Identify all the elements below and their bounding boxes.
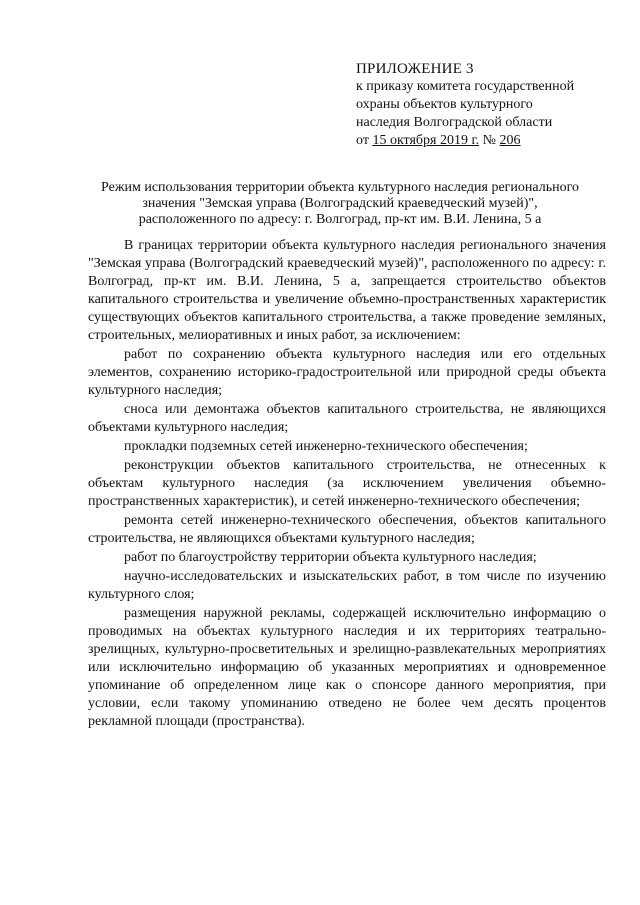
- exception-item: работ по сохранению объекта культурного наследия или его отдельных элементов, сохранению историко-градостроительной или природной среды объекта культурного наследия;: [88, 347, 606, 398]
- order-date: 15 октября 2019 г.: [372, 133, 480, 148]
- date-prefix: от: [356, 133, 369, 148]
- intro-paragraph: В границах территории объекта культурного наследия регионального значения "Земская управа (Волгоградский краеведческий музей)", расположенного по адресу: г. Волгоград, пр-кт им. В.И. Ленина, 5 а, запрещается строительство объектов капитального строительства и увеличение объемно-пространственных характеристик существующих объектов капитального строительства, а также проведение земляных, строительных, мелиоративных и иных работ, за исключением:: [88, 238, 606, 343]
- exception-item: ремонта сетей инженерно-технического обеспечения, объектов капитального строительства, не являющихся объектами культурного наследия;: [88, 513, 606, 546]
- appendix-header: [356, 60, 626, 150]
- title-line: расположенного по адресу: г. Волгоград, пр-кт им. В.И. Ленина, 5 а: [138, 212, 542, 227]
- exception-item: научно-исследовательских и изыскательских работ, в том числе по изучению культурного слоя;: [88, 569, 606, 602]
- title-line: Режим использования территории объекта культурного наследия регионального: [101, 180, 579, 195]
- exception-item: реконструкции объектов капитального строительства, не отнесенных к объектам культурного наследия (за исключением увеличения объемно-пространственных характеристик), и сетей инженерно-технического обеспечения;: [88, 458, 606, 509]
- document-title: [80, 180, 600, 228]
- title-line: значения "Земская управа (Волгоградский краеведческий музей)",: [142, 196, 538, 211]
- appendix-date-line: [356, 132, 626, 150]
- appendix-line: к приказу комитета государственной: [356, 79, 575, 94]
- appendix-line: наследия Волгоградской области: [356, 115, 553, 130]
- exception-item: прокладки подземных сетей инженерно-технического обеспечения;: [124, 439, 528, 454]
- exception-item: сноса или демонтажа объектов капитального строительства, не являющихся объектами культурного наследия;: [88, 402, 606, 435]
- appendix-line: охраны объектов культурного: [356, 97, 533, 112]
- appendix-label: ПРИЛОЖЕНИЕ 3: [356, 61, 474, 77]
- document-body: [88, 237, 606, 731]
- number-prefix: №: [482, 133, 497, 148]
- exception-item: размещения наружной рекламы, содержащей исключительно информацию о проводимых на объектах культурного наследия и их территориях театрально-зрелищных, культурно-просветительных и зрелищно-развлекательных мероприятиях или исключительно информацию об указанных мероприятиях и одновременное упоминание об определенном лице как о спонсоре данного мероприятия, при условии, если такому упоминанию отведено не более чем десять процентов рекламной площади (пространства).: [88, 606, 606, 729]
- exception-item: работ по благоустройству территории объекта культурного наследия;: [124, 550, 537, 565]
- order-number: 206: [499, 133, 521, 148]
